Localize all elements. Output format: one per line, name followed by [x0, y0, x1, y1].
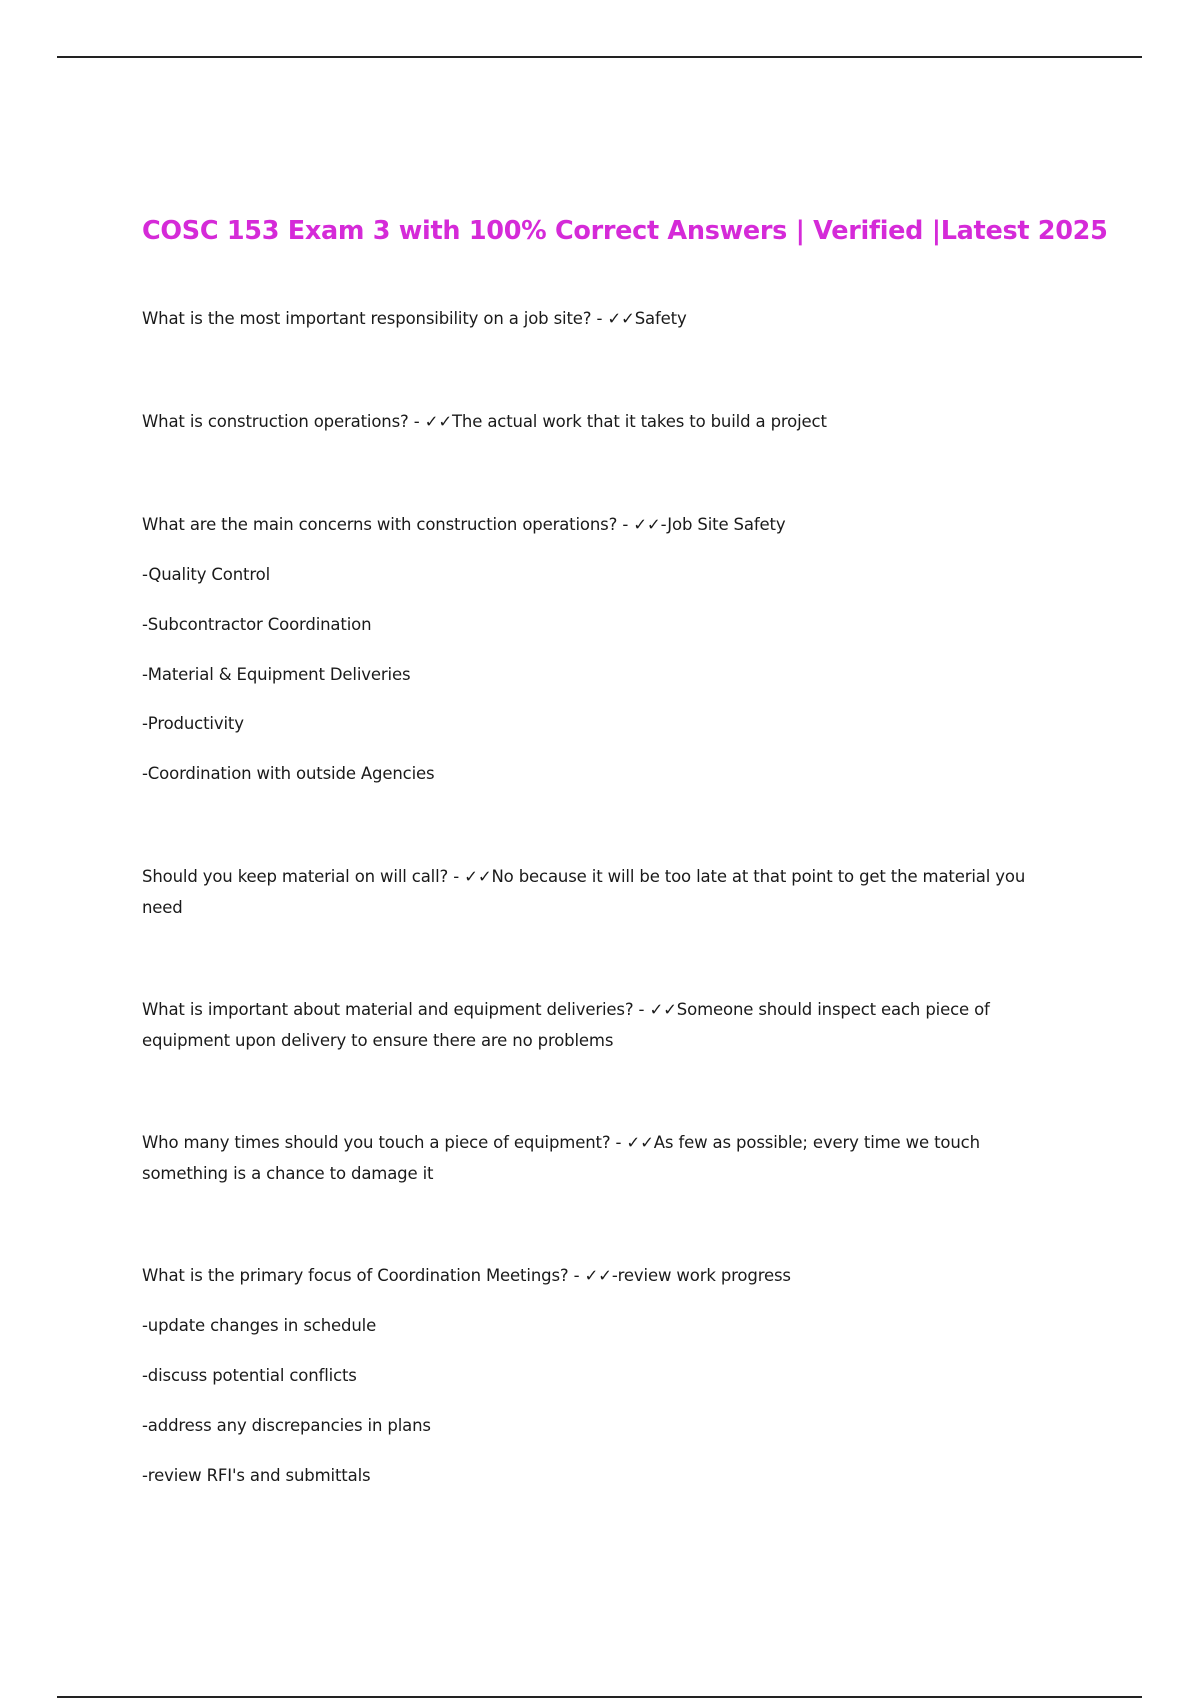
- qa-7-item: -update changes in schedule: [142, 1316, 377, 1335]
- qa-5: What is important about material and equipment deliveries? - ✓✓Someone should inspect each piece of equipment upon delivery to ensure there are no problems: [142, 1000, 990, 1050]
- qa-3-item: -Material & Equipment Deliveries: [142, 665, 411, 684]
- qa-3-item: -Coordination with outside Agencies: [142, 764, 435, 783]
- qa-3-question: What are the main concerns with construction operations? - ✓✓-Job Site Safety: [142, 515, 786, 534]
- qa-3-item: -Subcontractor Coordination: [142, 615, 372, 634]
- document-title: COSC 153 Exam 3 with 100% Correct Answers | Verified |Latest 2025: [142, 216, 1108, 246]
- qa-7-item: -address any discrepancies in plans: [142, 1416, 431, 1435]
- qa-7-item: -discuss potential conflicts: [142, 1366, 357, 1385]
- qa-6: Who many times should you touch a piece of equipment? - ✓✓As few as possible; every time we touch something is a chance to damage it: [142, 1133, 980, 1183]
- qa-2: What is construction operations? - ✓✓The actual work that it takes to build a project: [142, 412, 827, 431]
- qa-4: Should you keep material on will call? - ✓✓No because it will be too late at that point to get the material you need: [142, 867, 1026, 917]
- bottom-rule: [57, 1696, 1142, 1698]
- top-rule: [57, 56, 1142, 58]
- qa-7-item: -review RFI's and submittals: [142, 1466, 371, 1485]
- qa-1: What is the most important responsibility on a job site? - ✓✓Safety: [142, 309, 687, 328]
- qa-7-question: What is the primary focus of Coordination Meetings? - ✓✓-review work progress: [142, 1266, 791, 1285]
- qa-3-item: -Productivity: [142, 714, 244, 733]
- qa-3-item: -Quality Control: [142, 565, 271, 584]
